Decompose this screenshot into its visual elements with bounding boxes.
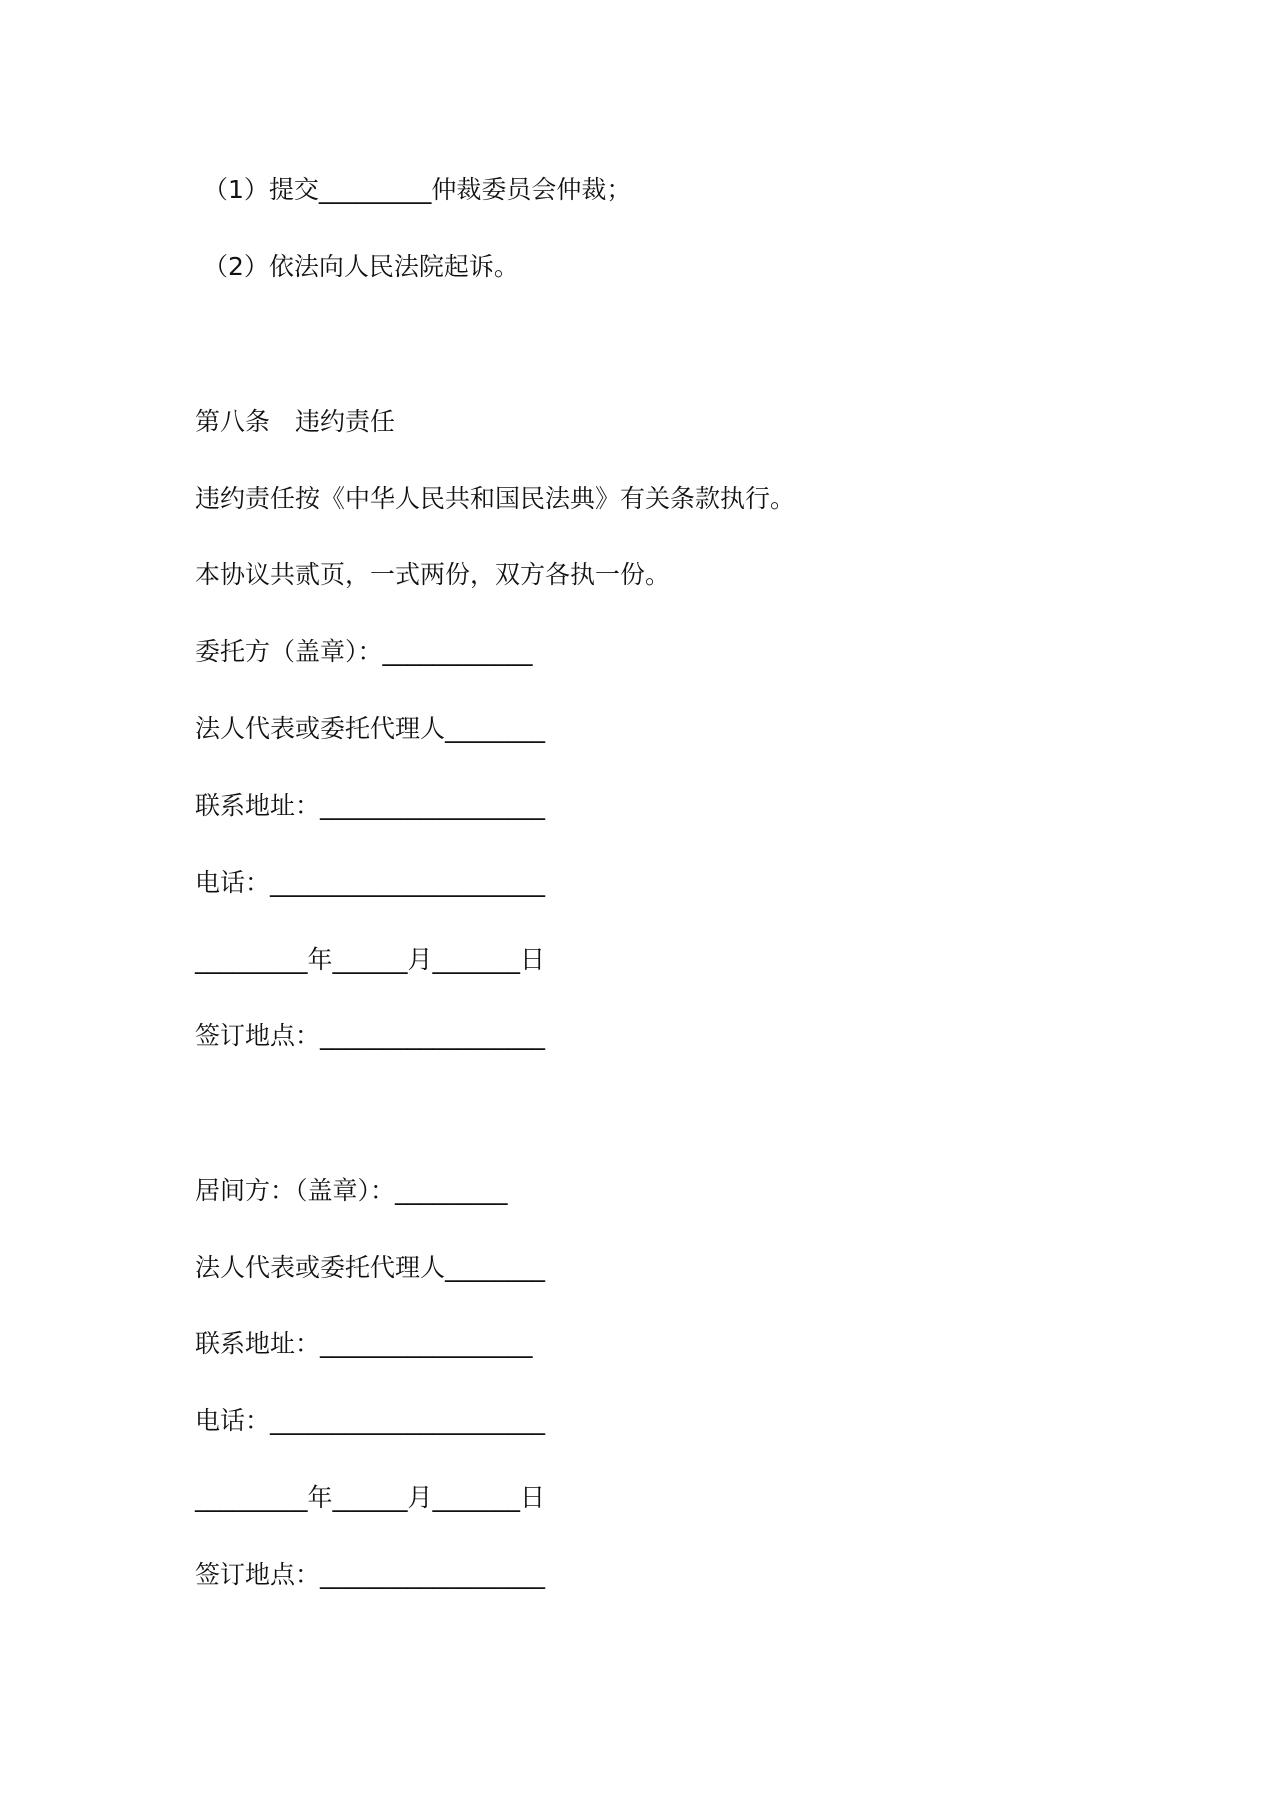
client-place-line: 签订地点：__________________ [195, 1021, 546, 1050]
intermediary-seal-line: 居间方：（盖章）：_________ [195, 1176, 508, 1205]
article-8-heading: 第八条 违约责任 [195, 407, 396, 436]
intermediary-date-line: _________年______月_______日 [195, 1483, 546, 1512]
clause-item-1: （1）提交_________仲裁委员会仲裁； [203, 175, 632, 204]
article-8-body: 违约责任按《中华人民共和国民法典》有关条款执行。 [195, 484, 796, 513]
client-rep-line: 法人代表或委托代理人________ [195, 714, 546, 743]
client-address-line: 联系地址：__________________ [195, 791, 546, 820]
copies-statement: 本协议共贰页，一式两份，双方各执一份。 [195, 560, 671, 589]
client-phone-line: 电话：______________________ [195, 868, 546, 897]
intermediary-address-line: 联系地址：_________________ [195, 1329, 533, 1358]
clause-item-2: （2）依法向人民法院起诉。 [203, 252, 519, 281]
client-seal-line: 委托方（盖章）：____________ [195, 637, 533, 666]
intermediary-rep-line: 法人代表或委托代理人________ [195, 1253, 546, 1282]
intermediary-phone-line: 电话：______________________ [195, 1406, 546, 1435]
intermediary-place-line: 签订地点：__________________ [195, 1560, 546, 1589]
client-date-line: _________年______月_______日 [195, 945, 546, 974]
